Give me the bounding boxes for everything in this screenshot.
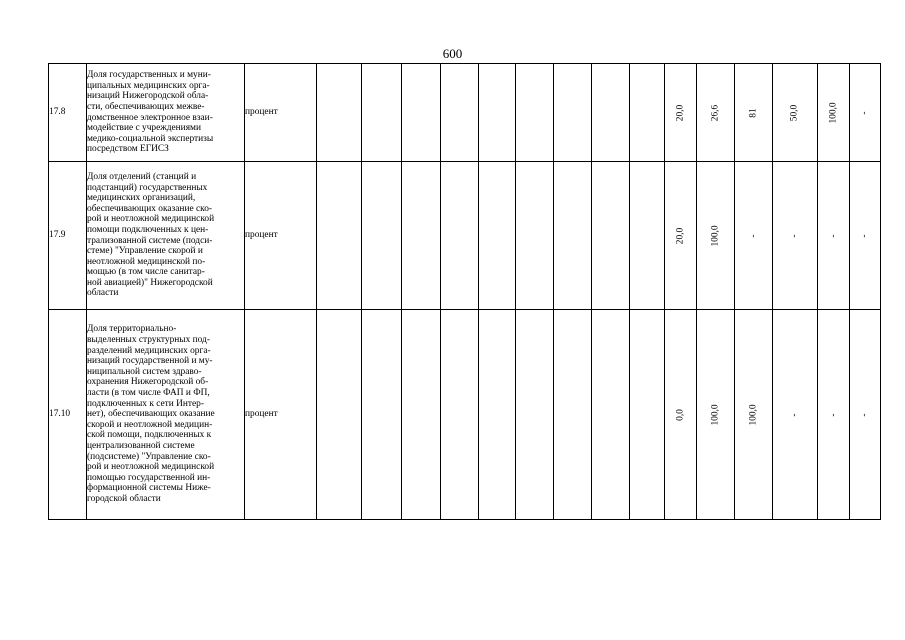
value-cell	[665, 310, 697, 520]
value-cell	[697, 64, 735, 162]
value-text: 26,6	[710, 104, 721, 121]
empty-cell	[630, 162, 665, 310]
value-cell	[735, 162, 773, 310]
value-cell	[773, 310, 818, 520]
empty-cell	[317, 64, 362, 162]
value-cell	[735, 64, 773, 162]
empty-cell	[441, 64, 479, 162]
empty-cell	[362, 64, 402, 162]
empty-cell	[592, 64, 630, 162]
empty-cell	[317, 162, 362, 310]
value-text: 20,0	[675, 104, 686, 121]
value-cell	[665, 162, 697, 310]
empty-cell	[554, 64, 592, 162]
value-text: -	[789, 233, 800, 238]
empty-cell	[554, 162, 592, 310]
empty-cell	[630, 64, 665, 162]
value-text: -	[828, 412, 839, 417]
unit-cell: процент	[245, 310, 317, 520]
empty-cell	[516, 162, 554, 310]
value-cell	[818, 162, 850, 310]
indicators-table	[48, 63, 881, 520]
value-text: 81	[748, 107, 759, 118]
indicator-description: Доля государственных и муни- ципальных медицинских орга- низаций Нижегородской обла- сти, обеспечивающих межве- домственное электронное взаи- модействие с учреждениями медико-социальной экспертизы посредством ЕГИСЗ	[87, 64, 245, 162]
value-text: -	[828, 233, 839, 238]
unit-cell: процент	[245, 64, 317, 162]
empty-cell	[402, 310, 441, 520]
value-cell	[697, 310, 735, 520]
empty-cell	[441, 162, 479, 310]
empty-cell	[592, 310, 630, 520]
value-cell	[773, 162, 818, 310]
value-text: 100,0	[710, 403, 721, 426]
table-row	[49, 64, 881, 162]
value-text: 100,0	[710, 224, 721, 247]
page-number: 600	[442, 46, 463, 61]
value-cell	[773, 64, 818, 162]
empty-cell	[317, 310, 362, 520]
table-row	[49, 162, 881, 310]
empty-cell	[441, 310, 479, 520]
empty-cell	[592, 162, 630, 310]
empty-cell	[479, 310, 516, 520]
indicator-description: Доля территориально- выделенных структурных под- разделений медицинских орга- низаций государственной и му- ниципальной систем здраво- охранения Нижегородской об- ласти (в том числе ФАП и ФП, подключенных к сети Интер- нет), обеспечивающих оказание скорой и неотложной медицин- ской помощи, подключенных к централизованной системе (подсистеме) "Управление ско- рой и неотложной медицинской помощью государственной ин- формационной системы Ниже- городской области	[87, 310, 245, 520]
empty-cell	[479, 162, 516, 310]
empty-cell	[554, 310, 592, 520]
value-cell	[850, 310, 881, 520]
value-cell	[850, 64, 881, 162]
empty-cell	[402, 162, 441, 310]
empty-cell	[516, 64, 554, 162]
value-text: -	[859, 233, 870, 238]
value-text: 50,0	[789, 104, 800, 121]
empty-cell	[402, 64, 441, 162]
value-text: 100,0	[748, 403, 759, 426]
value-text: 20,0	[675, 227, 686, 244]
empty-cell	[479, 64, 516, 162]
row-number: 17.10	[49, 310, 87, 520]
value-cell	[665, 64, 697, 162]
value-text: 0,0	[675, 408, 686, 421]
table-row	[49, 310, 881, 520]
value-text: -	[859, 412, 870, 417]
indicator-description: Доля отделений (станций и подстанций) государственных медицинских организаций, обеспечивающих оказание ско- рой и неотложной медицинской помощи подключенных к цен- трализованной системе (подси- стеме) "Управление скорой и неотложной медицинской по- мощью (в том числе санитар- ной авиацией)" Нижегородской области	[87, 162, 245, 310]
empty-cell	[630, 310, 665, 520]
value-cell	[818, 310, 850, 520]
empty-cell	[362, 162, 402, 310]
row-number: 17.8	[49, 64, 87, 162]
unit-cell: процент	[245, 162, 317, 310]
value-text: -	[789, 412, 800, 417]
value-cell	[850, 162, 881, 310]
value-text: -	[859, 110, 870, 115]
value-cell	[818, 64, 850, 162]
value-text: 100,0	[828, 101, 839, 124]
empty-cell	[516, 310, 554, 520]
value-cell	[735, 310, 773, 520]
row-number: 17.9	[49, 162, 87, 310]
value-text: -	[748, 233, 759, 238]
value-cell	[697, 162, 735, 310]
empty-cell	[362, 310, 402, 520]
